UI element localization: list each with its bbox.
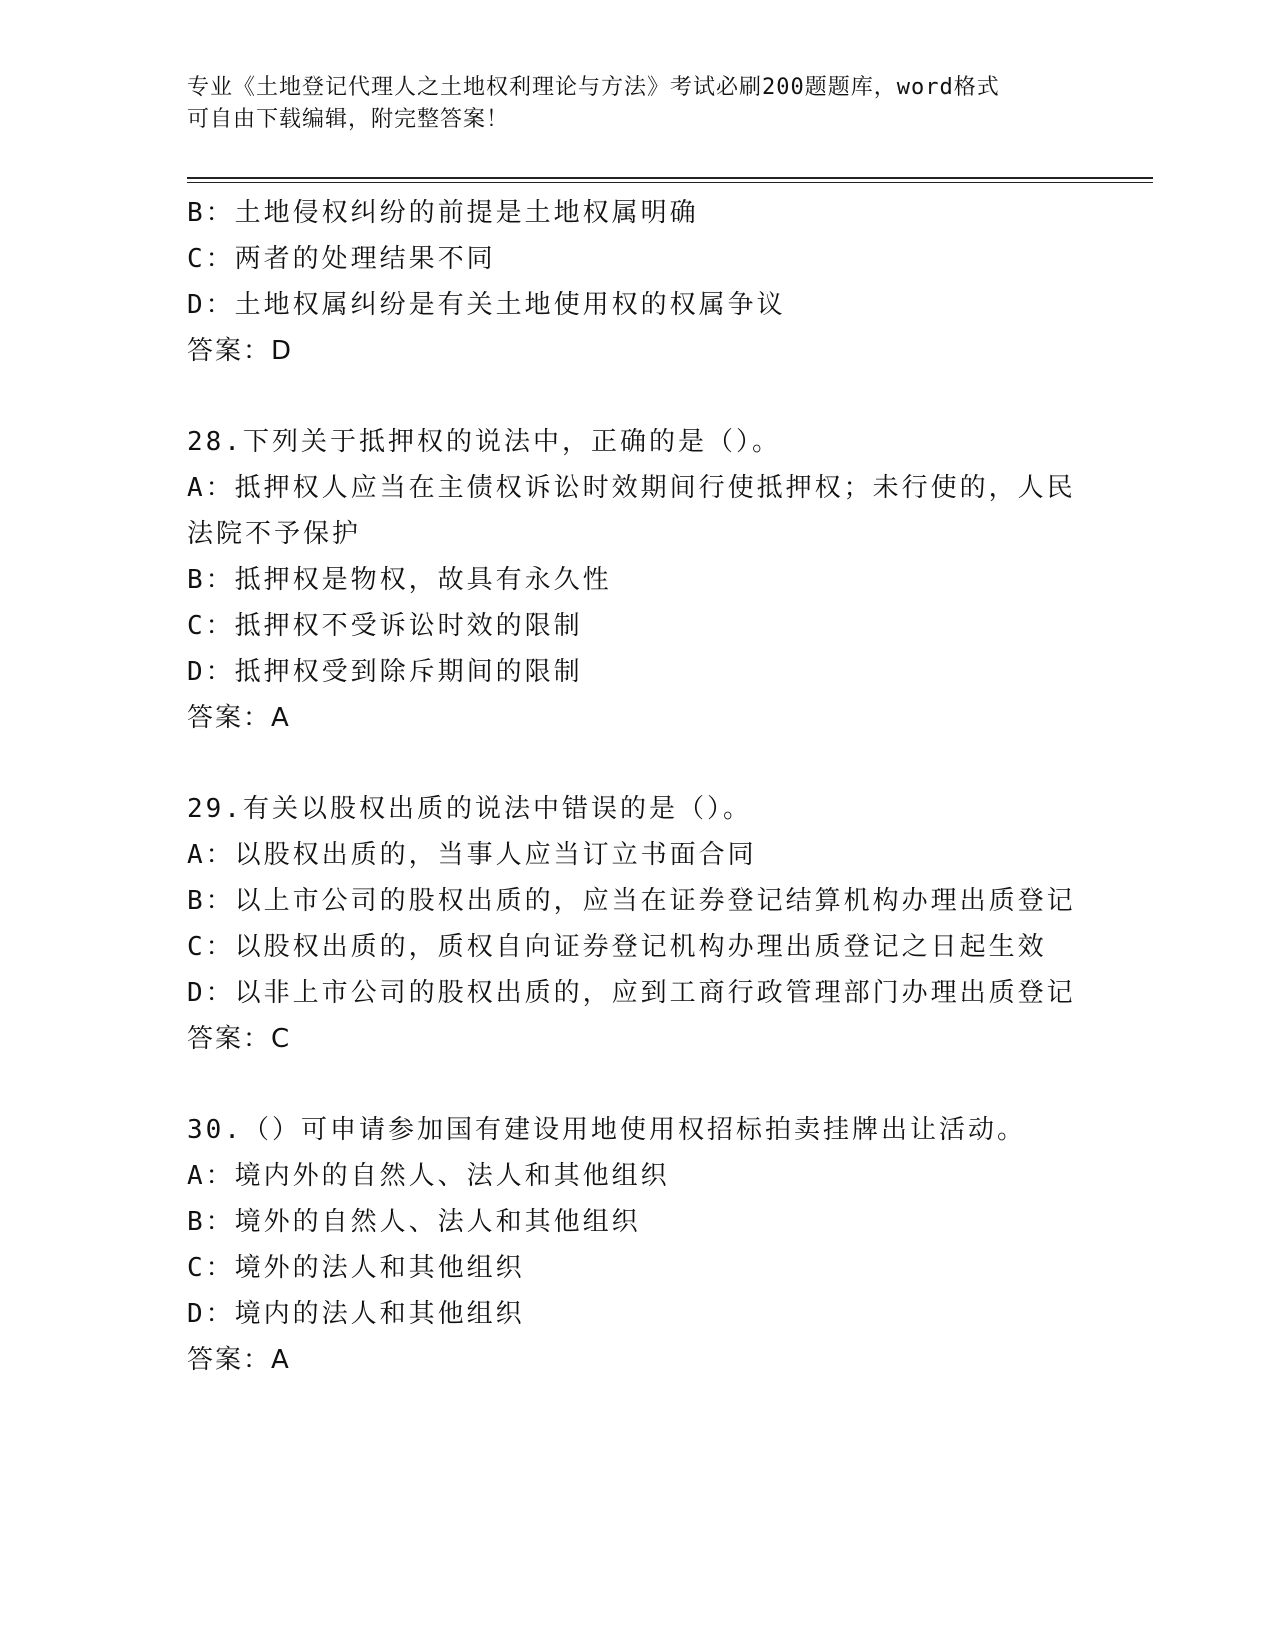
option-a-continued: 法院不予保护 (187, 519, 362, 549)
spacer (187, 1062, 1087, 1107)
answer-line: 答案：D (187, 336, 294, 366)
option-d: D：境内的法人和其他组织 (187, 1299, 525, 1329)
option-c: C：抵押权不受诉讼时效的限制 (187, 611, 583, 641)
spacer (187, 374, 1087, 419)
option-a: A：抵押权人应当在主债权诉讼时效期间行使抵押权；未行使的，人民 (187, 473, 1076, 503)
option-d: D：抵押权受到除斥期间的限制 (187, 657, 583, 687)
option-c: C：两者的处理结果不同 (187, 244, 496, 274)
option-d: D：土地权属纠纷是有关土地使用权的权属争议 (187, 290, 786, 320)
question-27-tail (187, 190, 1087, 374)
question-stem: 29.有关以股权出质的说法中错误的是（）。 (187, 794, 752, 824)
header-divider (187, 177, 1153, 183)
option-c: C：境外的法人和其他组织 (187, 1253, 525, 1283)
question-30 (187, 1107, 1087, 1383)
question-stem: 30.（）可申请参加国有建设用地使用权招标拍卖挂牌出让活动。 (187, 1115, 1026, 1145)
option-b: B：土地侵权纠纷的前提是土地权属明确 (187, 198, 699, 228)
option-a: A：境内外的自然人、法人和其他组织 (187, 1161, 670, 1191)
option-a: A：以股权出质的，当事人应当订立书面合同 (187, 840, 757, 870)
question-stem: 28.下列关于抵押权的说法中，正确的是（）。 (187, 427, 781, 457)
answer-line: 答案：A (187, 1345, 291, 1375)
option-d: D：以非上市公司的股权出质的，应到工商行政管理部门办理出质登记 (187, 978, 1076, 1008)
answer-line: 答案：C (187, 1024, 292, 1054)
option-b: B：抵押权是物权，故具有永久性 (187, 565, 612, 595)
option-b: B：境外的自然人、法人和其他组织 (187, 1207, 641, 1237)
question-29 (187, 786, 1087, 1062)
document-header (187, 72, 1067, 136)
header-subtitle-line: 可自由下载编辑，附完整答案！ (187, 107, 510, 132)
option-b: B：以上市公司的股权出质的，应当在证券登记结算机构办理出质登记 (187, 886, 1076, 916)
header-title-line: 专业《土地登记代理人之土地权利理论与方法》考试必刷200题题库，word格式 (187, 75, 1000, 100)
question-28 (187, 419, 1087, 741)
question-list (187, 190, 1087, 1383)
spacer (187, 741, 1087, 786)
option-c: C：以股权出质的，质权自向证券登记机构办理出质登记之日起生效 (187, 932, 1047, 962)
answer-line: 答案：A (187, 703, 291, 733)
